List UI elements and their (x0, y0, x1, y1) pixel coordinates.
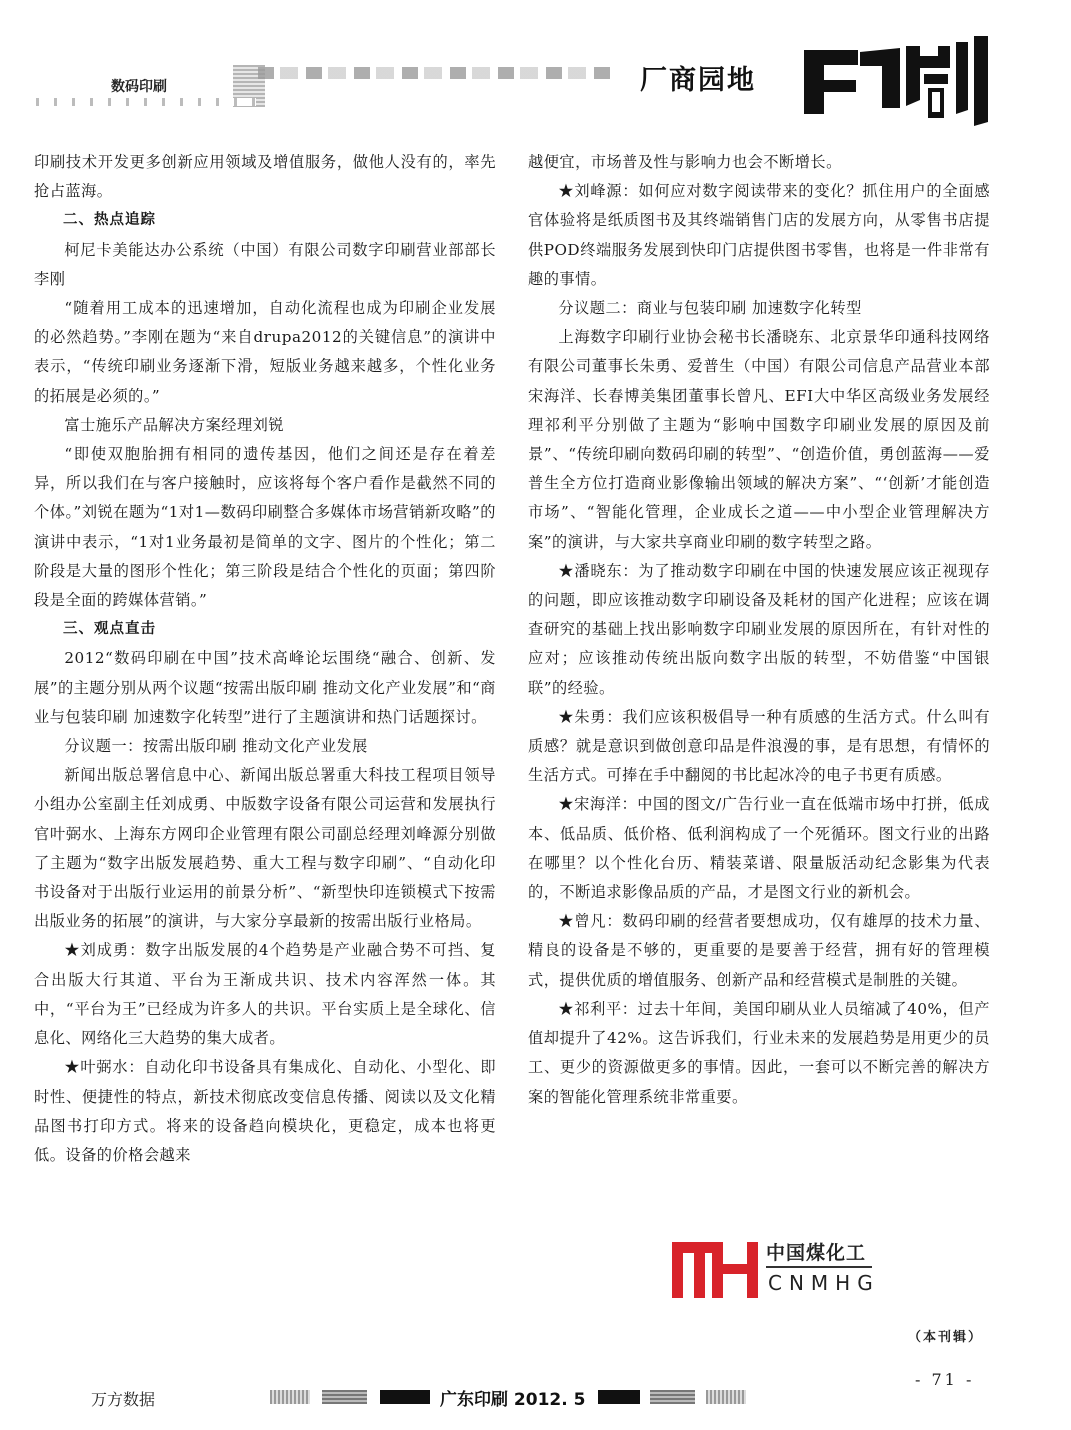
paragraph: “随着用工成本的迅速增加，自动化流程也成为印刷企业发展的必然趋势。”李刚在题为“来自drupa2012的关键信息”的演讲中表示，“传统印刷业务逐渐下滑，短版业务越来越多，个性化业务的拓展是必须的。” (34, 299, 496, 405)
paragraph: 2012“数码印刷在中国”技术高峰论坛围绕“融合、创新、发展”的主题分别从两个议题“按需出版印刷 推动文化产业发展”和“商业与包装印刷 加速数字化转型”进行了主题演讲和热门话题探讨。 (34, 649, 496, 726)
right-column (528, 148, 990, 1112)
quote-paragraph: ★刘成勇：数字出版发展的4个趋势是产业融合势不可挡、复合出版大行其道、平台为王渐成共识、技术内容浑然一体。其中，“平台为王”已经成为许多人的共识。平台实质上是全球化、信息化、网络化三大趋势的集大成者。 (34, 941, 496, 1048)
left-column (34, 148, 496, 1170)
paragraph: 印刷技术开发更多创新应用领域及增值服务，做他人没有的，率先抢占蓝海。 (34, 153, 496, 201)
quote-paragraph: ★潘晓东：为了推动数字印刷在中国的快速发展应该正视现存的问题，即应该推动数字印刷设备及耗材的国产化进程；应该在调查研究的基础上找出影响数字印刷业发展的原因所在，有针对性的应对；应该推动传统出版向数字出版的转型，不妨借鉴“中国银联”的经验。 (528, 561, 990, 697)
page-number: - 71 - (915, 1370, 975, 1389)
paragraph: 越便宜，市场普及性与影响力也会不断增长。 (528, 153, 842, 171)
page-header (0, 0, 1071, 140)
quote-paragraph: ★宋海洋：中国的图文/广告行业一直在低端市场中打拼，低成本、低品质、低价格、低利润构成了一个死循环。图文行业的出路在哪里？以个性化台历、精装菜谱、限量版活动纪念影集为代表的，不断追求影像品质的产品，才是图文行业的新机会。 (528, 795, 990, 902)
watermark-mark-icon (670, 1238, 762, 1300)
paragraph: 上海数字印刷行业协会秘书长潘晓东、北京景华印通科技网络有限公司董事长朱勇、爱普生（中国）有限公司信息产品营业本部宋海洋、长春博美集团董事长曾凡、EFI大中华区高级业务发展经理祁利平分别做了主题为“影响中国数字印刷业发展的原因及前景”、“传统印刷向数码印刷的转型”、“创造价值，勇创蓝海——爱普生全方位打造商业影像输出领域的解决方案”、“‘创新’才能创造市场”、“智能化管理，企业成长之道——中小型企业管理解决方案”的演讲，与大家共享商业印刷的数字转型之路。 (528, 328, 990, 551)
watermark-chinese-text: 中国煤化工 (766, 1242, 867, 1264)
footer-decoration (270, 1390, 310, 1404)
quote-paragraph: ★祁利平：过去十年间，美国印刷从业人员缩减了40%，但产值却提升了42%。这告诉我们，行业未来的发展趋势是用更少的员工、更少的资源做更多的事情。因此，一套可以不断完善的解决方案的智能化管理系统非常重要。 (528, 999, 990, 1106)
quote-paragraph: ★朱勇：我们应该积极倡导一种有质感的生活方式。什么叫有质感？就是意识到做创意印品是件浪漫的事，是有思想，有情怀的生活方式。可捧在手中翻阅的书比起冰冷的电子书更有质感。 (528, 707, 990, 785)
section-label: 数码印刷 (111, 79, 167, 95)
footer-journal: 广东印刷 2012. 5 (440, 1390, 586, 1410)
watermark-divider (766, 1266, 872, 1268)
footer-decoration (380, 1390, 430, 1404)
section-heading: 二、热点追踪 (63, 212, 156, 229)
watermark-english-text: CNMHG (768, 1271, 880, 1295)
paragraph: 富士施乐产品解决方案经理刘锐 (64, 415, 285, 434)
printing-logo (798, 30, 993, 130)
paragraph: 柯尼卡美能达办公系统（中国）有限公司数字印刷营业部部长李刚 (34, 240, 496, 288)
decorative-strip (258, 67, 613, 79)
footer-decoration (706, 1390, 746, 1404)
footer-decoration (322, 1390, 367, 1404)
subtopic-title: 分议题二：商业与包装印刷 加速数字化转型 (558, 299, 862, 318)
paragraph: 新闻出版总署信息中心、新闻出版总署重大科技工程项目领导小组办公室副主任刘成勇、中版数字设备有限公司运营和发展执行官叶弼水、上海东方网印企业管理有限公司副总经理刘峰源分别做了主题为“数字出版发展趋势、重大工程与数字印刷”、“自动化印书设备对于出版行业运用的前景分析”、“新型快印连锁模式下按需出版业务的拓展”的演讲，与大家分享最新的按需出版行业格局。 (34, 766, 496, 931)
decorative-dotted-line (36, 98, 256, 106)
editor-note: （本刊辑） (908, 1330, 984, 1345)
column-title: 厂商园地 (640, 65, 756, 96)
section-heading: 三、观点直击 (63, 621, 156, 638)
quote-paragraph: ★刘峰源：如何应对数字阅读带来的变化？抓住用户的全面感官体验将是纸质图书及其终端销售门店的发展方向，从零售书店提供POD终端服务发展到快印门店提供图书零售，也将是一件非常有趣的事情。 (528, 182, 990, 288)
quote-paragraph: ★曾凡：数码印刷的经营者要想成功，仅有雄厚的技术力量、精良的设备是不够的，更重要的是要善于经营，拥有好的管理模式，提供优质的增值服务、创新产品和经营模式是制胜的关键。 (528, 912, 990, 989)
footer-decoration (598, 1390, 640, 1404)
watermark-logo (668, 1236, 883, 1302)
subtopic-title: 分议题一：按需出版印刷 推动文化产业发展 (64, 737, 368, 756)
footer-source: 万方数据 (91, 1390, 156, 1409)
quote-paragraph: ★叶弼水：自动化印书设备具有集成化、自动化、小型化、即时性、便捷性的特点，新技术彻底改变信息传播、阅读以及文化精品图书打印方式。将来的设备趋向模块化，更稳定，成本也将更低。设备的价格会越来 (34, 1058, 496, 1164)
paragraph: “即使双胞胎拥有相同的遗传基因，他们之间还是存在着差异，所以我们在与客户接触时，应该将每个客户看作是截然不同的个体。”刘锐在题为“1对1—数码印刷整合多媒体市场营销新攻略”的演讲中表示，“1对1业务最初是简单的文字、图片的个性化；第二阶段是大量的图形个性化；第三阶段是结合个性化的页面；第四阶段是全面的跨媒体营销。” (34, 445, 496, 610)
footer-decoration (650, 1390, 695, 1404)
